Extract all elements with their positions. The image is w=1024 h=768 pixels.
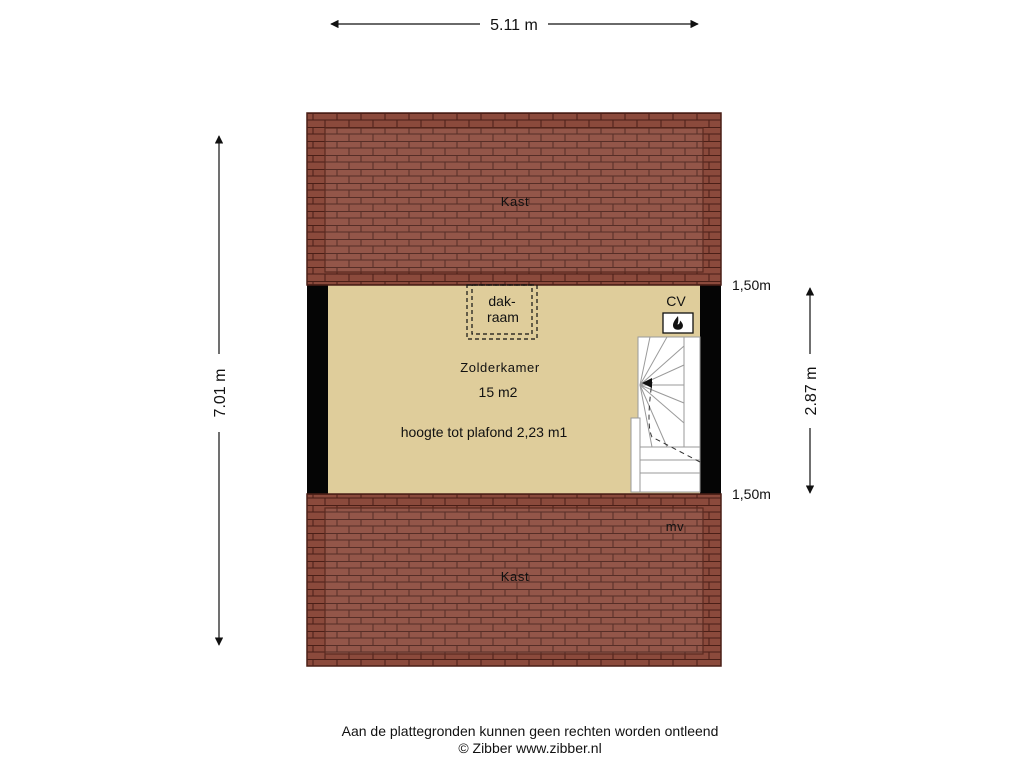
roof-bottom-label: Kast [500, 569, 530, 584]
stair [631, 337, 700, 492]
room-name: Zolderkamer [460, 360, 540, 375]
roof-top-label: Kast [500, 194, 530, 209]
cv-label: CV [666, 293, 686, 309]
dimension-width-label: 5.11 m [490, 17, 538, 34]
room-area: 15 m2 [478, 384, 518, 400]
footer-copyright: © Zibber www.zibber.nl [458, 740, 602, 756]
wall-left [307, 285, 328, 494]
roof-top [307, 113, 721, 285]
dimension-depth-label: 7.01 m [212, 368, 229, 418]
roof-bottom-marker: mv [665, 519, 685, 534]
skylight-label-line1: dak- [488, 293, 516, 309]
knee-height-bottom: 1,50m [732, 486, 771, 502]
dimension-room-depth [803, 288, 820, 493]
stair-stringer [684, 337, 700, 447]
wall-right [700, 285, 721, 494]
dimension-width [331, 17, 698, 34]
skylight-label-line2: raam [487, 309, 519, 325]
dimension-depth [212, 136, 229, 645]
room-ceiling-height: hoogte tot plafond 2,23 m1 [400, 424, 568, 440]
stair-landing-step [631, 418, 640, 492]
dimension-room-depth-label: 2.87 m [803, 366, 820, 416]
footer-disclaimer: Aan de plattegronden kunnen geen rechten worden ontleend [341, 723, 719, 739]
knee-height-top: 1,50m [732, 277, 771, 293]
roof-bottom [307, 494, 721, 666]
